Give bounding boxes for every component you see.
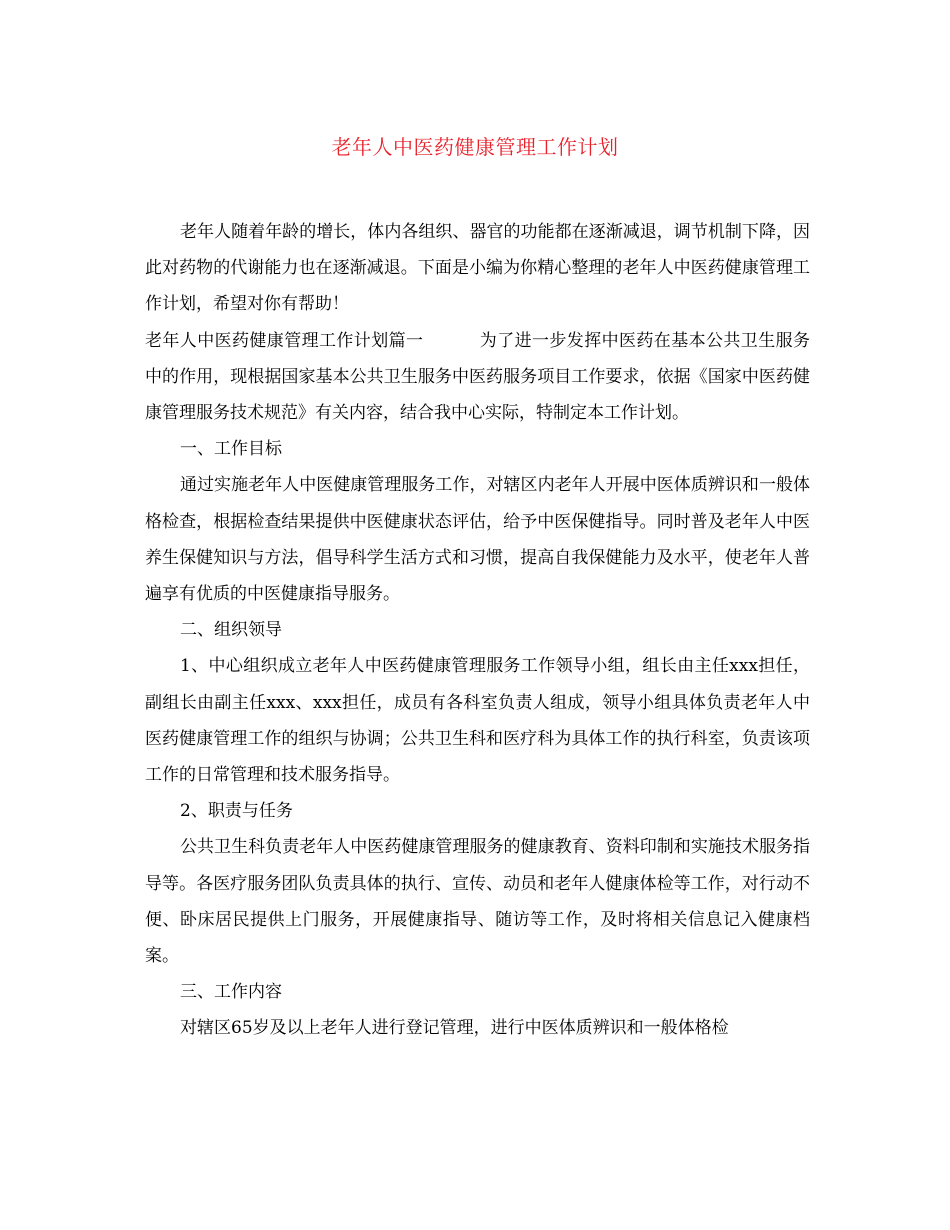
section1-heading: 一、工作目标 xyxy=(180,439,282,460)
part-text: 为了进一步发挥中医药在基本公共卫生服务中的作用，现根据国家基本公共卫生服务中医药服务项目工作要求，依据《国家中医药健康管理服务技术规范》有关内容，结合我中心实际，特制定本工作计划。 xyxy=(145,330,811,424)
section2-item2-heading: 2、职责与任务 xyxy=(180,801,293,822)
section2-heading: 二、组织领导 xyxy=(180,620,282,641)
section3-heading: 三、工作内容 xyxy=(180,982,282,1003)
part-paragraph xyxy=(145,323,810,432)
document-body xyxy=(145,214,810,1047)
section2-item2-paragraph: 公共卫生科负责老年人中医药健康管理服务的健康教育、资料印制和实施技术服务指导等。各医疗服务团队负责具体的执行、宣传、动员和老年人健康体检等工作，对行动不便、卧床居民提供上门服务，开展健康指导、随访等工作，及时将相关信息记入健康档案。 xyxy=(145,837,810,967)
section2-item1-paragraph: 1、中心组织成立老年人中医药健康管理服务工作领导小组，组长由主任xxx担任，副组长由副主任xxx、xxx担任，成员有各科室负责人组成，领导小组具体负责老年人中医药健康管理工作的组织与协调；公共卫生科和医疗科为具体工作的执行科室，负责该项工作的日常管理和技术服务指导。 xyxy=(145,656,810,786)
section1-paragraph: 通过实施老年人中医健康管理服务工作，对辖区内老年人开展中医体质辨识和一般体格检查，根据检查结果提供中医健康状态评估，给予中医保健指导。同时普及老年人中医养生保健知识与方法，倡导科学生活方式和习惯，提高自我保健能力及水平，使老年人普遍享有优质的中医健康指导服务。 xyxy=(145,475,810,605)
part-label: 老年人中医药健康管理工作计划篇一 xyxy=(145,330,424,351)
document-title: 老年人中医药健康管理工作计划 xyxy=(331,135,619,159)
intro-paragraph: 老年人随着年龄的增长，体内各组织、器官的功能都在逐渐减退，调节机制下降，因此对药物的代谢能力也在逐渐减退。下面是小编为你精心整理的老年人中医药健康管理工作计划，希望对你有帮助！ xyxy=(145,222,810,315)
section3-paragraph: 对辖区65岁及以上老年人进行登记管理，进行中医体质辨识和一般体格检 xyxy=(180,1018,729,1039)
